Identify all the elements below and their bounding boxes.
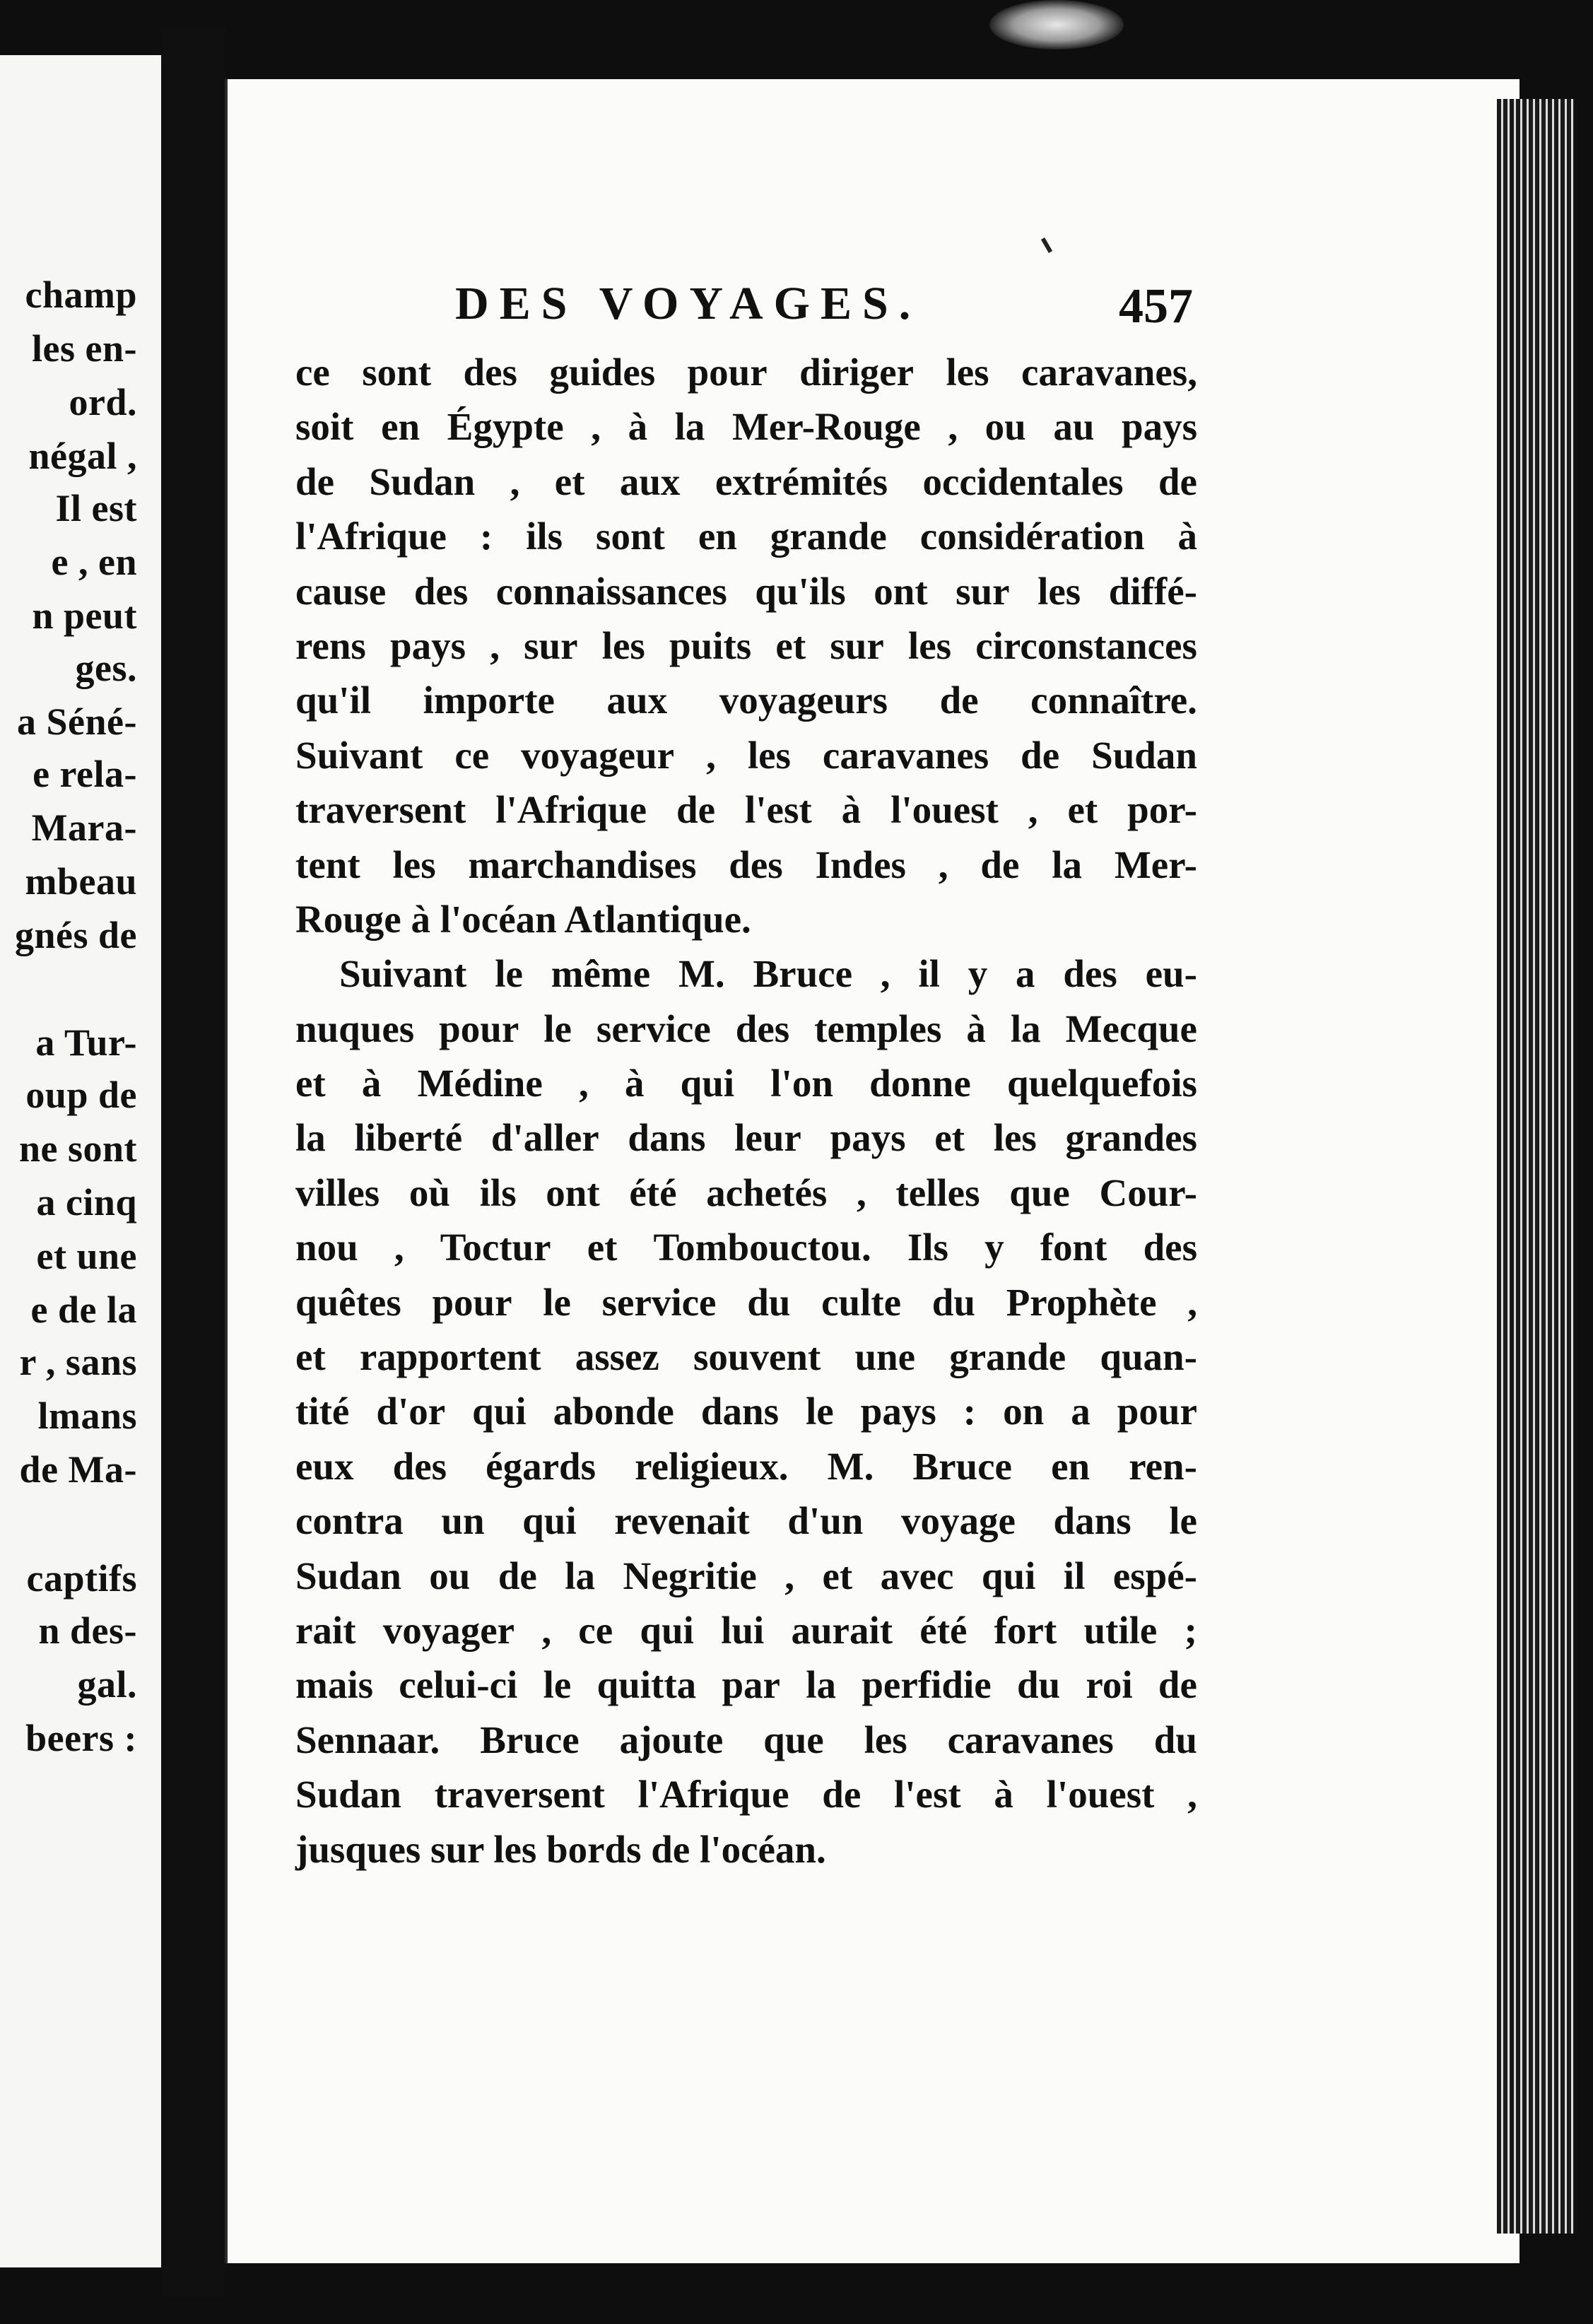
word: ; <box>1184 1608 1197 1652</box>
word: Sudan <box>369 459 476 503</box>
text-line <box>295 782 1197 837</box>
word: l'ouest <box>890 788 999 832</box>
left-page-fragment: a Séné- <box>17 700 137 743</box>
left-page-fragment: n des- <box>38 1609 137 1652</box>
page-edges <box>1497 99 1575 2234</box>
word: du <box>747 1280 791 1324</box>
word: à <box>361 1062 382 1105</box>
word: des <box>463 351 517 394</box>
word: assez <box>575 1335 659 1379</box>
left-page-fragment: de Ma- <box>19 1448 137 1491</box>
word: dans <box>700 1390 779 1433</box>
word: même <box>551 952 651 996</box>
word: de <box>498 1554 537 1597</box>
word: Toctur <box>440 1226 551 1269</box>
word: souvent <box>693 1335 821 1379</box>
word: cause <box>295 569 387 613</box>
word: utile <box>1083 1608 1158 1652</box>
text-line <box>295 618 1197 673</box>
line-text: Rouge à l'océan Atlantique. <box>295 897 751 941</box>
line-text: jusques sur les bords de l'océan. <box>295 1827 826 1871</box>
word: grandes <box>1065 1116 1197 1160</box>
word: temples <box>814 1007 942 1050</box>
left-page-fragment: e rela- <box>33 753 137 795</box>
word: Suivant <box>339 952 467 996</box>
word: les <box>747 733 791 777</box>
word: ren- <box>1129 1444 1197 1488</box>
word: du <box>931 1280 975 1324</box>
word: contra <box>295 1499 404 1543</box>
word: l'Afrique <box>295 515 447 558</box>
word: les <box>601 623 645 667</box>
word: et <box>554 459 585 503</box>
word: , <box>938 843 948 886</box>
word: caravanes <box>947 1718 1114 1761</box>
left-page-fragment: beers : <box>25 1717 137 1759</box>
word: et <box>934 1116 965 1160</box>
left-page-fragment: captifs <box>26 1557 137 1600</box>
word: , <box>490 623 500 667</box>
word: revenait <box>614 1499 750 1543</box>
word: liberté <box>354 1116 463 1160</box>
word: eux <box>295 1444 354 1488</box>
text-line <box>295 1713 1197 1767</box>
word: voyage <box>901 1499 1016 1543</box>
word: quêtes <box>295 1280 401 1324</box>
word: qui <box>981 1554 1036 1597</box>
word: à <box>628 405 648 449</box>
word: service <box>596 1007 711 1050</box>
word: l'Afrique <box>637 1773 789 1817</box>
word: rait <box>295 1608 356 1652</box>
left-page-fragment: ne sont <box>18 1127 137 1170</box>
word: été <box>629 1170 677 1214</box>
text-line <box>295 728 1197 782</box>
word: et <box>295 1335 326 1379</box>
word: Médine <box>417 1062 543 1105</box>
word: la <box>806 1663 837 1707</box>
word: Sudan <box>1091 733 1197 777</box>
word: ont <box>874 569 928 613</box>
word: le <box>806 1390 834 1433</box>
text-line <box>295 509 1197 563</box>
word: M. <box>827 1444 874 1488</box>
word: Sennaar. <box>295 1718 440 1761</box>
word: en <box>1051 1444 1091 1488</box>
word: connaître. <box>1030 679 1197 722</box>
word: Suivant <box>295 733 423 777</box>
word: , <box>1028 788 1038 832</box>
word: diriger <box>799 351 914 394</box>
word: grande <box>770 515 887 558</box>
word: : <box>963 1390 977 1433</box>
text-line <box>295 1384 1197 1438</box>
scan-smudge <box>989 0 1124 49</box>
word: , <box>510 459 520 503</box>
text-line <box>295 946 1197 1001</box>
word: par <box>722 1663 780 1707</box>
word: villes <box>295 1170 380 1214</box>
word: y <box>968 952 988 996</box>
word: perfidie <box>862 1663 992 1707</box>
text-line <box>295 1330 1197 1384</box>
word: pour <box>439 1007 519 1050</box>
left-page-fragment: lmans <box>37 1395 137 1437</box>
word: le <box>1169 1499 1197 1543</box>
word: la <box>565 1554 596 1597</box>
word: culte <box>821 1280 902 1324</box>
text-line <box>295 1056 1197 1110</box>
word: la <box>295 1116 326 1160</box>
text-line <box>295 673 1197 727</box>
word: pour <box>687 351 768 394</box>
word: aurait <box>791 1608 893 1652</box>
word: de <box>1158 1663 1197 1707</box>
left-page-fragment: champ <box>25 274 137 316</box>
word: aux <box>606 679 668 722</box>
word: au <box>1053 405 1095 449</box>
word: caravanes, <box>1021 351 1197 394</box>
word: ou <box>984 405 1026 449</box>
word: , <box>856 1170 866 1214</box>
word: à <box>624 1062 645 1105</box>
left-page-fragment: oup de <box>25 1074 137 1116</box>
word: Tombouctou. <box>653 1226 871 1269</box>
text-line <box>295 1822 1197 1877</box>
word: sont <box>362 351 432 394</box>
word: lui <box>721 1608 765 1652</box>
word: avec <box>880 1554 954 1597</box>
word: , <box>880 952 890 996</box>
word: il <box>918 952 940 996</box>
word: Mer-Rouge <box>732 405 921 449</box>
word: qui <box>680 1062 735 1105</box>
word: a <box>1016 952 1035 996</box>
text-line <box>295 1166 1197 1220</box>
word: une <box>854 1335 916 1379</box>
body-text <box>295 345 1197 1877</box>
word: grande <box>949 1335 1066 1379</box>
word: traversent <box>434 1773 605 1817</box>
word: il <box>1063 1554 1086 1597</box>
word: voyageur <box>521 733 675 777</box>
text-line <box>295 399 1197 454</box>
left-page-fragment: a cinq <box>36 1181 137 1223</box>
word: des <box>1143 1226 1197 1269</box>
word: a <box>1071 1390 1091 1433</box>
word: de <box>980 843 1020 886</box>
page-gutter <box>161 28 226 2297</box>
text-line <box>295 838 1197 892</box>
word: à <box>1177 515 1197 558</box>
word: et <box>775 623 806 667</box>
word: en <box>381 405 421 449</box>
word: marchandises <box>468 843 697 886</box>
word: font <box>1040 1226 1107 1269</box>
word: pour <box>432 1280 512 1324</box>
text-line <box>295 1657 1197 1712</box>
word: aux <box>619 459 681 503</box>
word: por- <box>1127 788 1197 832</box>
text-line <box>295 454 1197 509</box>
word: qu'il <box>295 679 372 722</box>
word: ils <box>526 515 563 558</box>
word: sont <box>596 515 665 558</box>
word: , <box>394 1226 404 1269</box>
word: leur <box>734 1116 801 1160</box>
word: et <box>1067 788 1098 832</box>
word: , <box>1187 1773 1197 1817</box>
word: M. <box>678 952 725 996</box>
word: Bruce <box>912 1444 1012 1488</box>
word: , <box>1187 1280 1197 1324</box>
left-page-fragment: négal , <box>28 435 137 477</box>
word: quelquefois <box>1007 1062 1197 1105</box>
text-line <box>295 1767 1197 1821</box>
word: ce <box>454 733 490 777</box>
word: et <box>295 1062 326 1105</box>
word: qui <box>522 1499 577 1543</box>
word: , <box>591 405 601 449</box>
text-line <box>295 892 1197 946</box>
word: , <box>579 1062 589 1105</box>
word: où <box>408 1170 450 1214</box>
word: traversent <box>295 788 466 832</box>
word: , <box>948 405 958 449</box>
word: tent <box>295 843 360 886</box>
page-number: 457 <box>1119 279 1193 334</box>
word: , <box>706 733 716 777</box>
word: des <box>1063 952 1117 996</box>
word: mais <box>295 1663 373 1707</box>
word: l'on <box>770 1062 833 1105</box>
word: dans <box>628 1116 706 1160</box>
word: Prophète <box>1006 1280 1157 1324</box>
word: nou <box>295 1226 358 1269</box>
left-page-fragment: Il est <box>55 487 137 529</box>
word: roi <box>1086 1663 1133 1707</box>
text-line <box>295 1493 1197 1548</box>
word: de <box>676 788 716 832</box>
word: et <box>587 1226 618 1269</box>
left-page-fragment: gal. <box>77 1663 137 1706</box>
left-page-fragment: r , sans <box>19 1341 137 1383</box>
text-line <box>295 1603 1197 1657</box>
word: d'or <box>376 1390 446 1433</box>
text-line <box>295 1275 1197 1330</box>
word: donne <box>869 1062 971 1105</box>
left-page-fragment: et une <box>36 1235 137 1277</box>
word: de <box>1021 733 1060 777</box>
word: des <box>729 843 783 886</box>
word: considération <box>919 515 1145 558</box>
word: , <box>541 1608 552 1652</box>
word: que <box>1009 1170 1070 1214</box>
left-page-fragment: ord. <box>69 381 137 423</box>
word: sur <box>524 623 578 667</box>
word: y <box>984 1226 1004 1269</box>
word: Mer- <box>1114 843 1197 886</box>
word: qui <box>472 1390 527 1433</box>
word: l'ouest <box>1046 1773 1155 1817</box>
word: des <box>735 1007 790 1050</box>
word: Cour- <box>1099 1170 1197 1214</box>
word: eu- <box>1145 952 1197 996</box>
word: de <box>939 679 979 722</box>
word: pays <box>830 1116 906 1160</box>
word: du <box>1016 1663 1061 1707</box>
word: nuques <box>295 1007 415 1050</box>
word: d'un <box>787 1499 864 1543</box>
word: : <box>479 515 493 558</box>
word: connaissances <box>495 569 727 613</box>
word: l'est <box>744 788 812 832</box>
word: guides <box>549 351 656 394</box>
word: pays <box>860 1390 936 1433</box>
word: Égypte <box>447 405 564 449</box>
word: l'est <box>893 1773 961 1817</box>
word: , <box>784 1554 795 1597</box>
word: des <box>413 569 469 613</box>
word: espé- <box>1112 1554 1197 1597</box>
word: ajoute <box>619 1718 724 1761</box>
left-page-fragment: ges. <box>75 647 137 689</box>
word: soit <box>295 405 354 449</box>
word: de <box>822 1773 862 1817</box>
word: le <box>543 1280 571 1324</box>
text-line <box>295 1439 1197 1493</box>
word: occidentales <box>922 459 1124 503</box>
word: ont <box>546 1170 600 1214</box>
word: la <box>1010 1007 1041 1050</box>
word: du <box>1153 1718 1197 1761</box>
word: service <box>601 1280 717 1324</box>
left-page-fragment: Mara- <box>31 806 137 849</box>
word: le <box>543 1007 572 1050</box>
word: qu'ils <box>755 569 846 613</box>
word: quitta <box>596 1663 697 1707</box>
word: et <box>822 1554 853 1597</box>
text-line <box>295 1110 1197 1165</box>
word: de <box>1158 459 1197 503</box>
word: ce <box>578 1608 613 1652</box>
word: les <box>864 1718 907 1761</box>
word: puits <box>669 623 752 667</box>
word: les <box>1037 569 1081 613</box>
word: les <box>993 1116 1037 1160</box>
left-page-fragment: gnés de <box>14 914 137 956</box>
text-line <box>295 1549 1197 1603</box>
word: on <box>1003 1390 1045 1433</box>
word: tité <box>295 1390 350 1433</box>
word: le <box>495 952 523 996</box>
word: un <box>441 1499 485 1543</box>
word: à <box>841 788 862 832</box>
left-page-fragment: a Tur- <box>35 1021 137 1064</box>
word: égards <box>486 1444 596 1488</box>
word: les <box>392 843 436 886</box>
word: caravanes <box>822 733 989 777</box>
word: celui-ci <box>399 1663 518 1707</box>
word: achetés <box>706 1170 828 1214</box>
text-line <box>295 564 1197 618</box>
word: rapportent <box>359 1335 541 1379</box>
word: ou <box>429 1554 471 1597</box>
left-page-fragment: e , en <box>51 541 137 583</box>
word: voyageurs <box>719 679 888 722</box>
word: Ils <box>907 1226 948 1269</box>
word: extrémités <box>715 459 888 503</box>
word: Sudan <box>295 1554 401 1597</box>
text-line <box>295 1002 1197 1056</box>
word: l'Afrique <box>495 788 647 832</box>
word: à <box>994 1773 1013 1817</box>
word: pays <box>390 623 466 667</box>
word: la <box>1052 843 1083 886</box>
left-page-fragment: n peut <box>32 594 137 637</box>
word: le <box>543 1663 572 1707</box>
word: importe <box>423 679 555 722</box>
left-page-fragment: e de la <box>30 1289 137 1331</box>
word: religieux. <box>635 1444 789 1488</box>
word: de <box>295 459 334 503</box>
word: Mecque <box>1065 1007 1197 1050</box>
word: Bruce <box>753 952 852 996</box>
word: circonstances <box>975 623 1197 667</box>
word: pays <box>1121 405 1197 449</box>
previous-page-strip <box>0 55 161 2267</box>
word: ils <box>479 1170 517 1214</box>
text-line <box>295 345 1197 399</box>
word: pour <box>1117 1390 1197 1433</box>
word: Indes <box>815 843 906 886</box>
running-head-title: DES VOYAGES. <box>455 278 922 329</box>
word: sur <box>830 623 884 667</box>
word: les <box>946 351 989 394</box>
text-line <box>295 1220 1197 1274</box>
word: quan- <box>1100 1335 1197 1379</box>
word: telles <box>895 1170 980 1214</box>
word: d'aller <box>490 1116 599 1160</box>
word: ce <box>295 351 330 394</box>
word: diffé- <box>1108 569 1197 613</box>
word: rens <box>295 623 366 667</box>
running-head <box>225 277 1517 341</box>
word: que <box>763 1718 824 1761</box>
word: qui <box>640 1608 694 1652</box>
word: à <box>966 1007 986 1050</box>
word: abonde <box>553 1390 674 1433</box>
left-page-fragment: mbeau <box>25 860 137 903</box>
word: les <box>907 623 952 667</box>
word: sur <box>956 569 1010 613</box>
word: la <box>674 405 705 449</box>
word: des <box>392 1444 447 1488</box>
word: en <box>698 515 737 558</box>
word: été <box>919 1608 968 1652</box>
word: Sudan <box>295 1773 401 1817</box>
left-page-fragment: les en- <box>32 327 137 370</box>
word: voyager <box>382 1608 515 1652</box>
word: Negritie <box>623 1554 757 1597</box>
word: dans <box>1053 1499 1131 1543</box>
word: Bruce <box>480 1718 580 1761</box>
word: fort <box>994 1608 1057 1652</box>
